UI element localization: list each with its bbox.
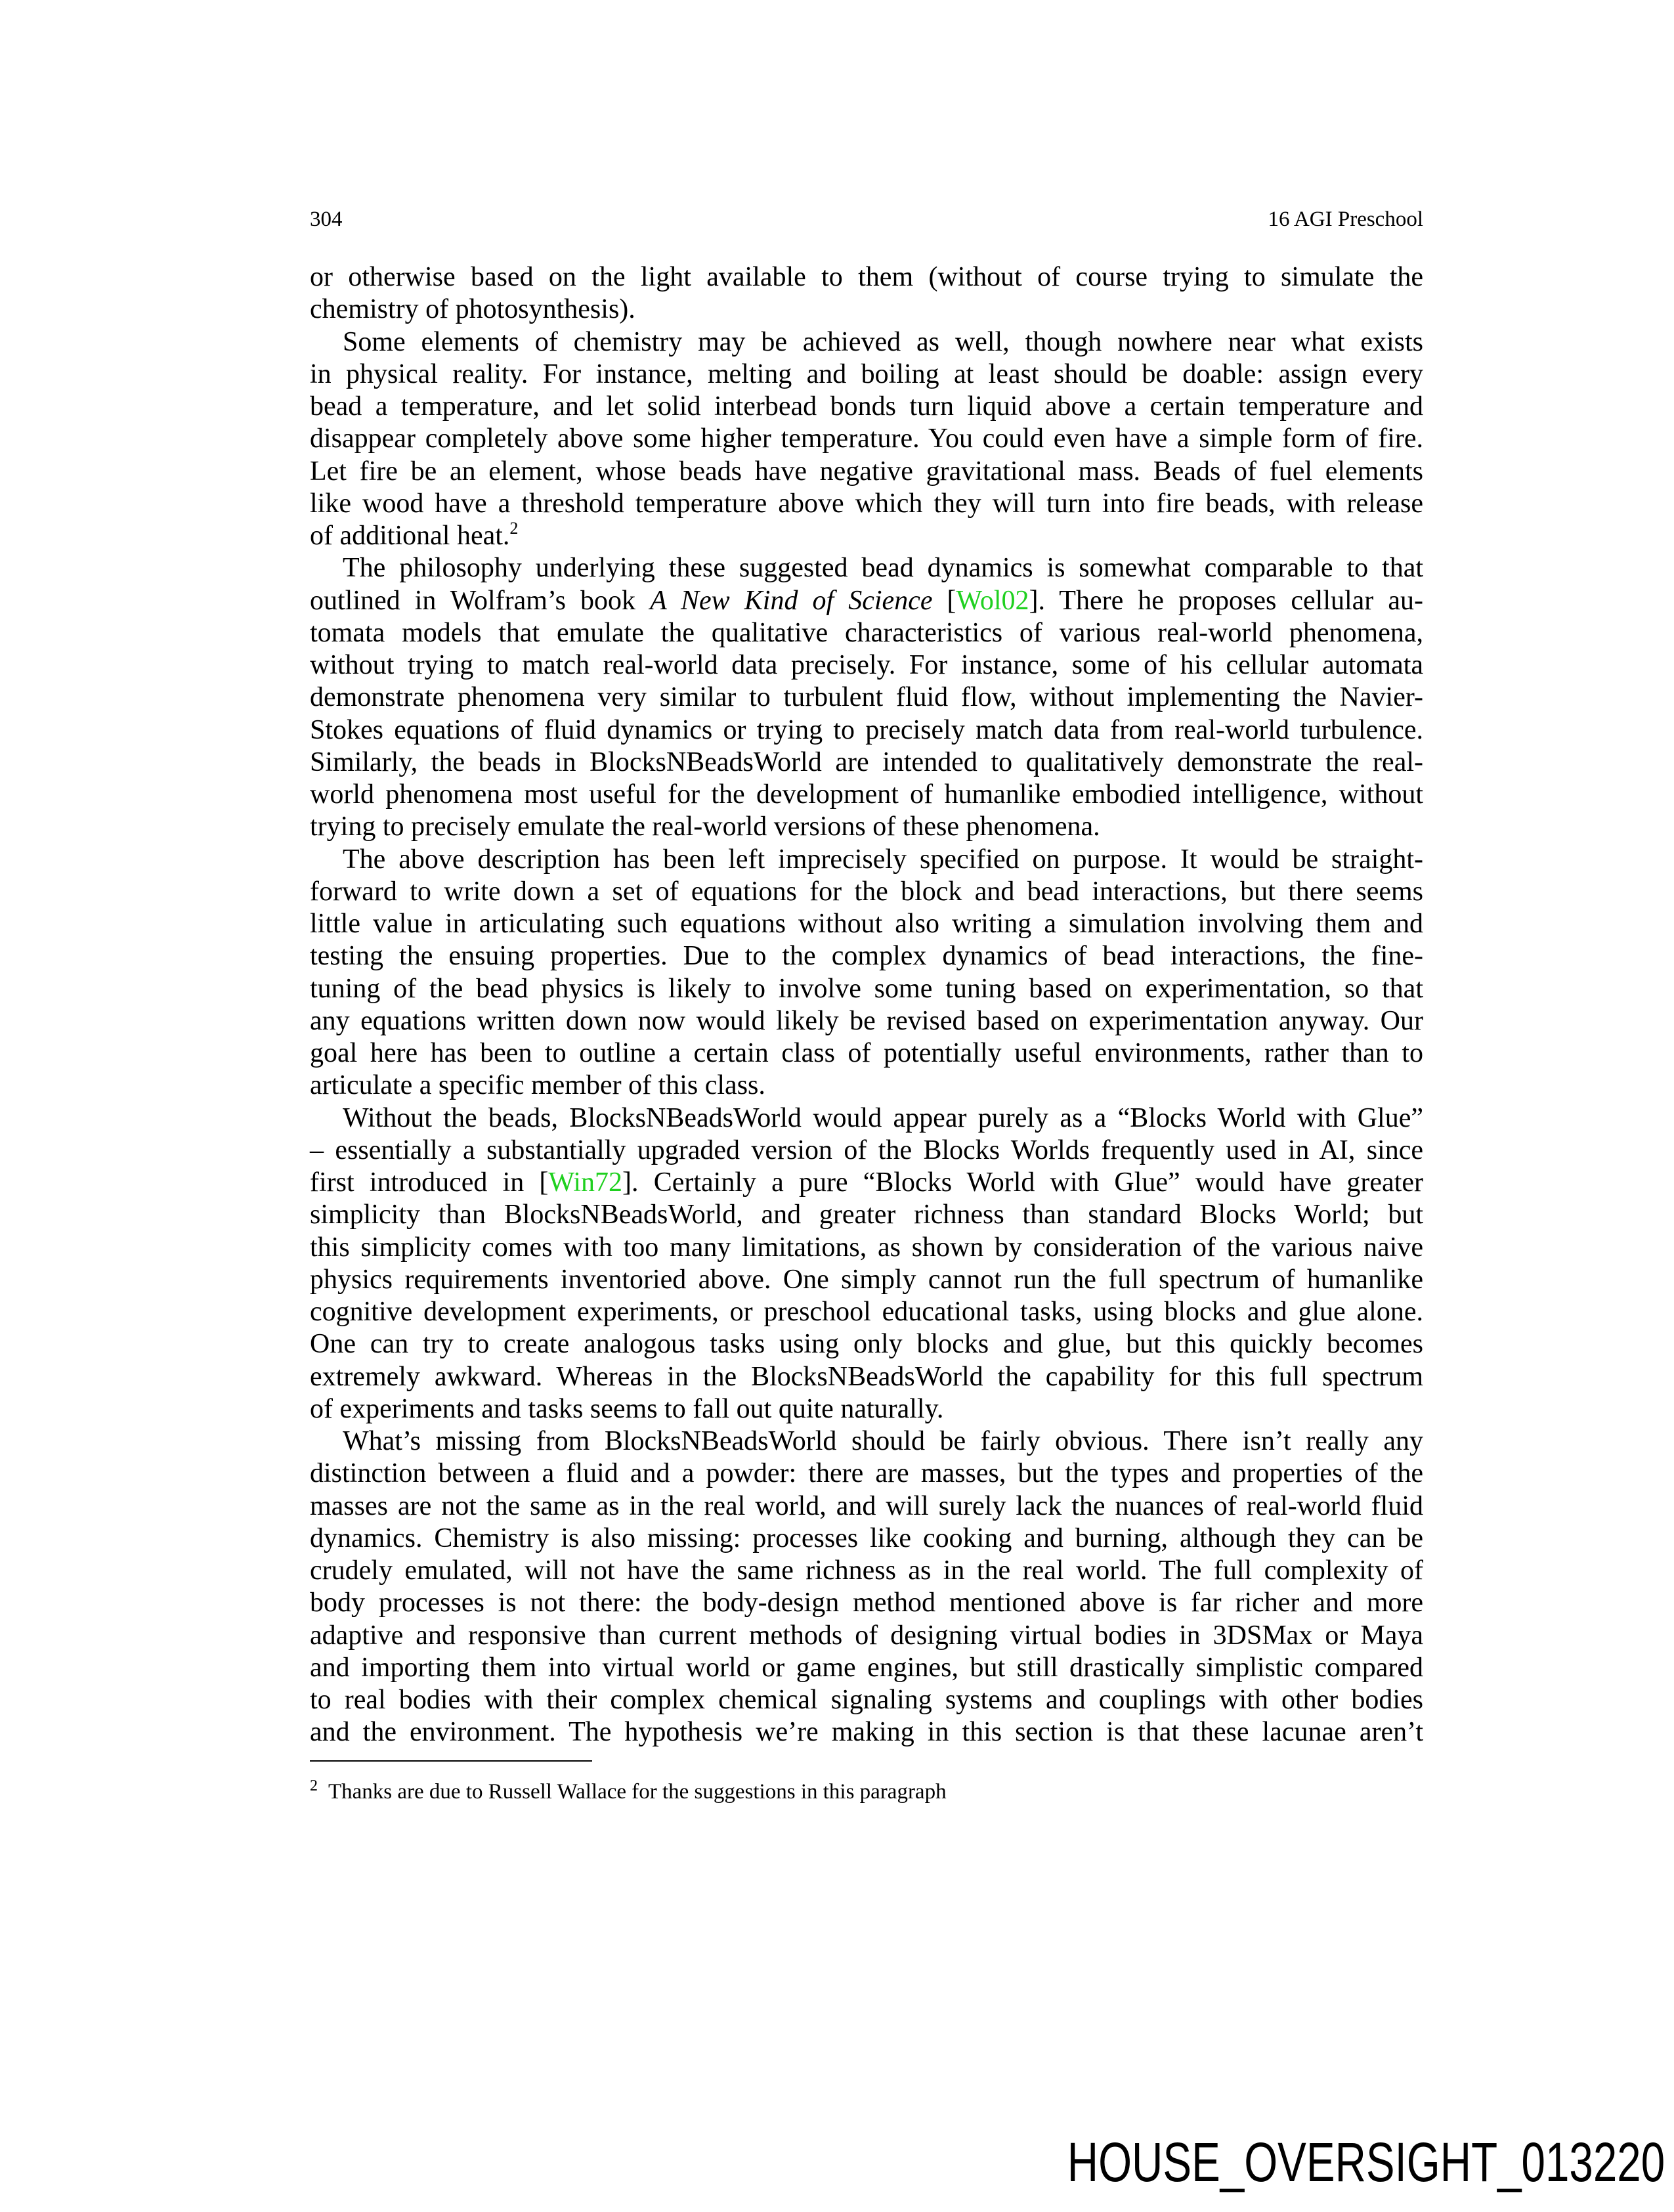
text-line [310,1199,1423,1231]
text-line [310,261,1423,293]
text-line [310,585,1423,617]
bates-stamp: HOUSE_OVERSIGHT_013220 [1067,2131,1665,2193]
text-run: simplicity than BlocksNBeadsWorld, and greater richness than standard Blocks World; but [310,1200,1423,1230]
paragraph [310,1102,1423,1426]
text-run: physics requirements inventoried above. One simply cannot run the full spectrum of humanlike [310,1264,1423,1295]
text-run: goal here has been to outline a certain class of potentially useful environments, rather than to [310,1038,1423,1068]
text-line [310,1620,1423,1652]
text-line [310,326,1423,358]
text-line [310,1232,1423,1264]
text-line [310,973,1423,1005]
text-line [310,649,1423,682]
text-run: tomata models that emulate the qualitative characteristics of various real-world phenomena, [310,617,1423,648]
text-run: – essentially a substantially upgraded version of the Blocks Worlds frequently used in AI, since [310,1135,1423,1165]
text-line [310,391,1423,423]
text-run: What’s missing from BlocksNBeadsWorld should be fairly obvious. There isn’t really any [343,1426,1423,1456]
text-line [310,1167,1423,1199]
text-run: first introduced in [ [310,1167,549,1198]
text-run: little value in articulating such equations without also writing a simulation involving them and [310,909,1423,939]
text-run: body processes is not there: the body-design method mentioned above is far richer and more [310,1588,1423,1618]
text-line [310,1393,1423,1425]
text-line [310,876,1423,908]
paragraph [310,1425,1423,1749]
text-run: and the environment. The hypothesis we’re making in this section is that these lacunae aren’t [310,1717,1423,1748]
text-line [310,617,1423,649]
footnote [310,1773,947,1805]
text-line [310,1652,1423,1684]
text-line [310,1684,1423,1716]
body-text [310,261,1423,1749]
text-line [310,1102,1423,1135]
text-run: outlined in Wolfram’s book [310,585,651,616]
text-run: disappear completely above some higher temperature. You could even have a simple form of fire. [310,423,1423,454]
paragraph [310,326,1423,553]
text-run: [ [932,585,956,616]
text-line [310,908,1423,940]
text-run: dynamics. Chemistry is also missing: processes like cooking and burning, although they can be [310,1523,1423,1553]
footnote-text: Thanks are due to Russell Wallace for the suggestions in this paragraph [328,1780,947,1804]
text-line [310,456,1423,488]
text-line [310,520,1423,552]
text-line [310,1523,1423,1555]
text-run: Some elements of chemistry may be achieved as well, though nowhere near what exists [343,326,1423,357]
text-run: ]. Certainly a pure “Blocks World with Glue” would have greater [622,1167,1423,1198]
text-line [310,1458,1423,1490]
text-run: this simplicity comes with too many limitations, as shown by consideration of the various naive [310,1232,1423,1263]
text-line [310,1425,1423,1458]
citation-link[interactable]: Win72 [548,1167,623,1198]
text-run: distinction between a fluid and a powder: there are masses, but the types and properties of the [310,1458,1423,1489]
text-line [310,779,1423,811]
footnote-mark: 2 [310,1777,318,1794]
text-run: articulate a specific member of this class. [310,1070,765,1101]
text-run: in physical reality. For instance, melting and boiling at least should be doable: assign every [310,358,1423,389]
text-run: testing the ensuing properties. Due to the complex dynamics of bead interactions, the fine- [310,941,1423,972]
text-run: extremely awkward. Whereas in the BlocksNBeadsWorld the capability for this full spectrum [310,1361,1423,1392]
text-line [310,1037,1423,1070]
footnote-divider [310,1760,592,1762]
text-line [310,1716,1423,1748]
text-run: The philosophy underlying these suggested bead dynamics is somewhat comparable to that [343,553,1423,584]
text-line [310,1555,1423,1587]
text-line [310,423,1423,455]
text-run: any equations written down now would likely be revised based on experimentation anyway. Our [310,1005,1423,1036]
text-line [310,714,1423,747]
text-line [310,1587,1423,1619]
text-run: Stokes equations of fluid dynamics or trying to precisely match data from real-world turbulence. [310,714,1423,745]
text-run: One can try to create analogous tasks using only blocks and glue, but this quickly becomes [310,1329,1423,1360]
text-run: or otherwise based on the light available to them (without of course trying to simulate the [310,262,1423,292]
text-line [310,488,1423,520]
text-run: chemistry of photosynthesis). [310,294,635,325]
text-run: of experiments and tasks seems to fall out quite naturally. [310,1393,944,1424]
text-line [310,552,1423,584]
text-run: Without the beads, BlocksNBeadsWorld would appear purely as a “Blocks World with Glue” [343,1102,1423,1133]
paragraph [310,261,1423,326]
text-run: crudely emulated, will not have the same richness as in the real world. The full complexity of [310,1555,1423,1586]
text-line [310,1328,1423,1360]
text-line [310,940,1423,972]
book-title: A New Kind of Science [650,585,933,616]
text-run: forward to write down a set of equations for the block and bead interactions, but there seems [310,876,1423,907]
text-line [310,1070,1423,1102]
text-line [310,293,1423,326]
text-run: cognitive development experiments, or preschool educational tasks, using blocks and glue alone. [310,1297,1423,1327]
text-run: demonstrate phenomena very similar to turbulent fluid flow, without implementing the Navier- [310,682,1423,713]
citation-link[interactable]: Wol02 [956,585,1029,616]
text-run: world phenomena most useful for the development of humanlike embodied intelligence, without [310,779,1423,810]
text-line [310,1135,1423,1167]
text-run: tuning of the bead physics is likely to involve some tuning based on experimentation, so that [310,973,1423,1004]
text-line [310,1490,1423,1523]
text-run: like wood have a threshold temperature above which they will turn into fire beads, with release [310,488,1423,519]
text-line [310,682,1423,714]
page-number: 304 [310,207,343,231]
text-run: adaptive and responsive than current methods of designing virtual bodies in 3DSMax or Maya [310,1620,1423,1651]
text-line [310,844,1423,876]
text-run: The above description has been left imprecisely specified on purpose. It would be straight- [343,844,1423,875]
text-line [310,747,1423,779]
text-run: masses are not the same as in the real world, and will surely lack the nuances of real-world fluid [310,1490,1423,1521]
text-line [310,1264,1423,1296]
text-run: ]. There he proposes cellular au- [1029,585,1423,616]
text-run: and importing them into virtual world or game engines, but still drastically simplistic compared [310,1652,1423,1683]
text-line [310,1296,1423,1328]
text-line [310,1005,1423,1037]
text-run: trying to precisely emulate the real-world versions of these phenomena. [310,812,1100,842]
running-head [310,205,1423,234]
text-line [310,1361,1423,1393]
text-run: to real bodies with their complex chemical signaling systems and couplings with other bodies [310,1685,1423,1715]
text-run: of additional heat. [310,521,510,551]
footnote-reference[interactable]: 2 [509,519,519,538]
paragraph [310,844,1423,1102]
text-line [310,811,1423,843]
text-run: Let fire be an element, whose beads have negative gravitational mass. Beads of fuel elements [310,456,1423,487]
paragraph [310,552,1423,843]
text-run: Similarly, the beads in BlocksNBeadsWorld are intended to qualitatively demonstrate the real- [310,747,1423,777]
text-run: without trying to match real-world data precisely. For instance, some of his cellular automata [310,650,1423,680]
text-run: bead a temperature, and let solid interbead bonds turn liquid above a certain temperature and [310,391,1423,422]
chapter-title: 16 AGI Preschool [1268,207,1423,231]
text-line [310,358,1423,391]
